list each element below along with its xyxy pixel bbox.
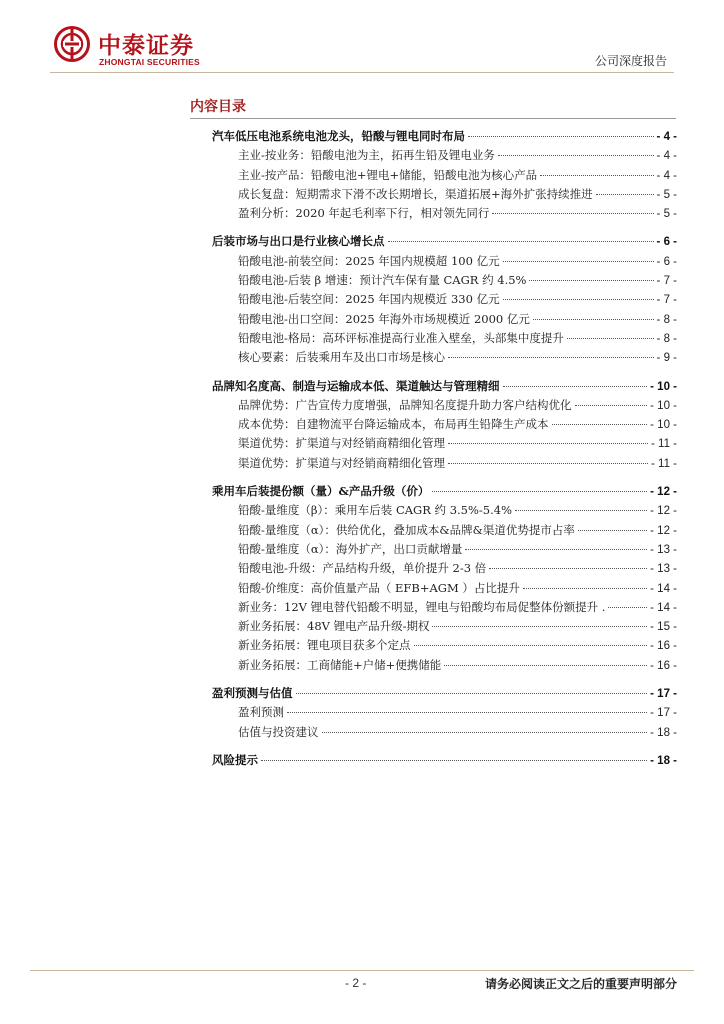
toc-title: 内容目录 <box>190 99 246 115</box>
toc-subsection-entry[interactable] <box>212 397 677 416</box>
table-of-contents <box>212 128 677 771</box>
toc-subsection-entry[interactable] <box>212 599 677 618</box>
toc-entry-text: 风险提示 <box>212 752 258 767</box>
dot-leader <box>432 626 647 627</box>
toc-page-number: - 6 - <box>656 236 677 249</box>
toc-subsection-entry[interactable] <box>212 186 677 205</box>
toc-entry-text: 成长复盘：短期需求下滑不改长期增长，渠道拓展+海外扩张持续推进 <box>238 186 593 201</box>
toc-entry-text: 铅酸-量维度（α）：海外扩产，出口贡献增量 <box>238 541 463 556</box>
company-name-en: ZHONGTAI SECURITIES <box>99 57 200 67</box>
toc-page-number: - 7 - <box>656 294 677 307</box>
toc-entry-text: 铅酸电池-后装 β 增速：预计汽车保有量 CAGR 约 4.5% <box>238 273 527 288</box>
company-name-cn: 中泰证券 <box>98 33 194 59</box>
toc-subsection-entry[interactable] <box>212 657 677 676</box>
toc-subsection-entry[interactable] <box>212 704 677 723</box>
dot-leader <box>492 213 653 214</box>
toc-subsection-entry[interactable] <box>212 311 677 330</box>
toc-entry-text: 铅酸电池-后装空间：2025 年国内规模近 330 亿元 <box>238 292 500 307</box>
toc-page-number: - 10 - <box>650 380 677 393</box>
dot-leader <box>414 645 648 646</box>
toc-subsection-entry[interactable] <box>212 272 677 291</box>
dot-leader <box>489 568 647 569</box>
toc-entry-text: 铅酸电池-格局：高环评标准提高行业准入壁垒，头部集中度提升 <box>238 330 564 345</box>
dot-leader <box>515 510 647 511</box>
toc-subsection-entry[interactable] <box>212 502 677 521</box>
toc-page-number: - 6 - <box>656 255 677 268</box>
toc-subsection-entry[interactable] <box>212 522 677 541</box>
dot-leader <box>261 760 647 761</box>
toc-subsection-entry[interactable] <box>212 455 677 474</box>
toc-title-divider <box>190 118 676 119</box>
page-header <box>0 0 724 78</box>
toc-entry-text: 核心要素：后装乘用车及出口市场是核心 <box>238 350 445 365</box>
dot-leader <box>578 530 647 531</box>
toc-entry-text: 品牌知名度高、制造与运输成本低、渠道触达与管理精细 <box>212 378 500 393</box>
dot-leader <box>296 693 648 694</box>
dot-leader <box>444 665 647 666</box>
dot-leader <box>322 732 648 733</box>
toc-subsection-entry[interactable] <box>212 291 677 310</box>
dot-leader <box>523 588 647 589</box>
dot-leader <box>533 319 654 320</box>
report-type-label: 公司深度报告 <box>594 54 667 68</box>
toc-entry-text: 新业务拓展：锂电项目获多个定点 <box>238 638 411 653</box>
toc-page-number: - 5 - <box>656 188 677 201</box>
toc-entry-text: 估值与投资建议 <box>238 724 319 739</box>
zhongtai-logo-icon <box>54 26 90 62</box>
toc-entry-text: 盈利预测与估值 <box>212 686 293 701</box>
toc-page-number: - 18 - <box>650 726 677 739</box>
toc-entry-text: 铅酸-量维度（α）：供给优化，叠加成本&品牌&渠道优势提市占率 <box>238 522 575 537</box>
toc-page-number: - 18 - <box>650 754 677 767</box>
toc-entry-text: 铅酸-量维度（β）：乘用车后装 CAGR 约 3.5%-5.4% <box>238 503 513 518</box>
toc-entry-text: 铅酸-价维度：高价值量产品（ EFB+AGM ）占比提升 <box>238 580 520 595</box>
toc-subsection-entry[interactable] <box>212 349 677 368</box>
toc-subsection-entry[interactable] <box>212 167 677 186</box>
toc-entry-text: 新业务拓展：48V 锂电产品升级-期权 <box>238 619 430 634</box>
toc-page-number: - 16 - <box>650 640 677 653</box>
dot-leader <box>465 549 647 550</box>
toc-entry-text: 主业-按业务：铅酸电池为主，拓再生铅及锂电业务 <box>238 148 495 163</box>
footer-divider <box>30 970 694 971</box>
dot-leader <box>552 424 648 425</box>
toc-page-number: - 10 - <box>650 399 677 412</box>
toc-subsection-entry[interactable] <box>212 560 677 579</box>
dot-leader <box>529 280 653 281</box>
toc-entry-text: 盈利分析：2020 年起毛利率下行，相对领先同行 <box>238 206 490 221</box>
toc-page-number: - 13 - <box>650 563 677 576</box>
toc-section-entry[interactable] <box>212 128 677 147</box>
toc-section-entry[interactable] <box>212 378 677 397</box>
dot-leader <box>448 357 654 358</box>
toc-subsection-entry[interactable] <box>212 330 677 349</box>
toc-page-number: - 4 - <box>656 169 677 182</box>
toc-subsection-entry[interactable] <box>212 147 677 166</box>
toc-entry-text: 成本优势：自建物流平台降运输成本，布局再生铅降生产成本 <box>238 417 549 432</box>
toc-page-number: - 7 - <box>656 275 677 288</box>
toc-page-number: - 8 - <box>656 332 677 345</box>
dot-leader <box>567 338 654 339</box>
toc-entry-text: 渠道优势：扩渠道与对经销商精细化管理 <box>238 436 445 451</box>
toc-page-number: - 16 - <box>650 659 677 672</box>
dot-leader <box>575 405 648 406</box>
toc-subsection-entry[interactable] <box>212 416 677 435</box>
toc-section-entry[interactable] <box>212 685 677 704</box>
toc-page-number: - 14 - <box>650 601 677 614</box>
toc-page-number: - 15 - <box>650 621 677 634</box>
toc-entry-text: 盈利预测 <box>238 705 284 720</box>
toc-subsection-entry[interactable] <box>212 618 677 637</box>
dot-leader <box>503 299 654 300</box>
dot-leader <box>287 712 647 713</box>
toc-section-entry[interactable] <box>212 233 677 252</box>
dot-leader <box>503 386 648 387</box>
toc-entry-text: 铅酸电池-升级：产品结构升级，单价提升 2-3 倍 <box>238 561 487 576</box>
dot-leader <box>468 136 654 137</box>
toc-entry-text: 铅酸电池-出口空间：2025 年海外市场规模近 2000 亿元 <box>238 311 530 326</box>
dot-leader <box>448 443 648 444</box>
toc-page-number: - 12 - <box>650 486 677 499</box>
toc-page-number: - 12 - <box>650 524 677 537</box>
page-number: - 2 - <box>345 976 367 990</box>
dot-leader <box>498 155 654 156</box>
toc-page-number: - 11 - <box>651 438 677 451</box>
toc-page-number: - 12 - <box>650 505 677 518</box>
toc-entry-text: 新业务拓展：工商储能+户储+便携储能 <box>238 657 442 672</box>
dot-leader <box>388 241 654 242</box>
toc-page-number: - 17 - <box>650 707 677 720</box>
toc-page-number: - 14 - <box>650 582 677 595</box>
toc-page-number: - 4 - <box>656 150 677 163</box>
toc-page-number: - 11 - <box>651 457 677 470</box>
toc-page-number: - 10 - <box>650 419 677 432</box>
toc-page-number: - 8 - <box>656 313 677 326</box>
toc-subsection-entry[interactable] <box>212 580 677 599</box>
toc-section-entry[interactable] <box>212 483 677 502</box>
toc-entry-text: 铅酸电池-前装空间：2025 年国内规模超 100 亿元 <box>238 253 500 268</box>
dot-leader <box>448 463 648 464</box>
header-divider <box>50 72 674 73</box>
dot-leader <box>432 491 647 492</box>
toc-subsection-entry[interactable] <box>212 205 677 224</box>
toc-page-number: - 13 - <box>650 543 677 556</box>
toc-subsection-entry[interactable] <box>212 435 677 454</box>
dot-leader <box>540 175 653 176</box>
dot-leader <box>608 607 647 608</box>
disclaimer-text: 请务必阅读正文之后的重要声明部分 <box>484 977 677 991</box>
toc-page-number: - 5 - <box>656 208 677 221</box>
toc-subsection-entry[interactable] <box>212 253 677 272</box>
toc-entry-text: 汽车低压电池系统电池龙头，铅酸与锂电同时布局 <box>212 129 465 143</box>
toc-subsection-entry[interactable] <box>212 724 677 743</box>
toc-section-entry[interactable] <box>212 752 677 771</box>
dot-leader <box>503 261 654 262</box>
toc-entry-text: 品牌优势：广告宣传力度增强，品牌知名度提升助力客户结构优化 <box>238 397 572 412</box>
toc-entry-text: 新业务：12V 锂电替代铅酸不明显，锂电与铅酸均布局促整体份额提升 . <box>238 599 606 614</box>
toc-entry-text: 渠道优势：扩渠道与对经销商精细化管理 <box>238 455 445 470</box>
toc-page-number: - 17 - <box>650 688 677 701</box>
toc-entry-text: 乘用车后装提份额（量）&产品升级（价） <box>212 484 430 499</box>
toc-page-number: - 4 - <box>656 131 677 143</box>
toc-entry-text: 后装市场与出口是行业核心增长点 <box>212 234 385 249</box>
dot-leader <box>596 194 654 195</box>
toc-entry-text: 主业-按产品：铅酸电池+锂电+储能，铅酸电池为核心产品 <box>238 167 538 182</box>
toc-page-number: - 9 - <box>656 352 677 365</box>
toc-subsection-entry[interactable] <box>212 541 677 560</box>
toc-subsection-entry[interactable] <box>212 637 677 656</box>
